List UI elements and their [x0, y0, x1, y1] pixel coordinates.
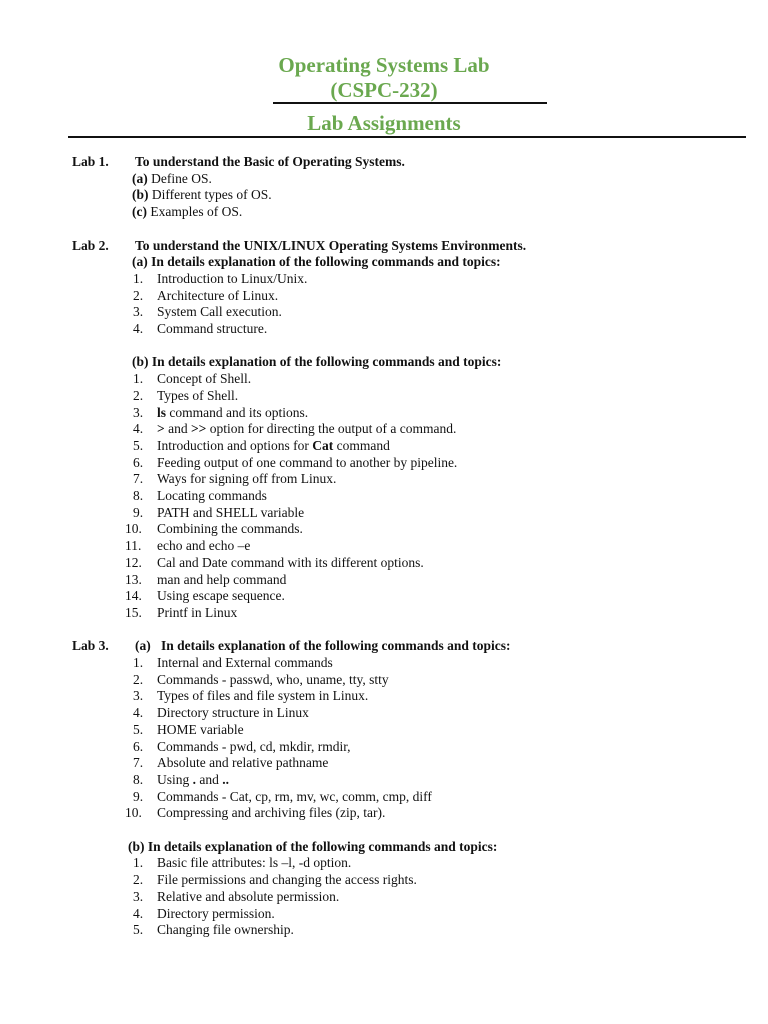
item-text: Different types of OS. [148, 187, 272, 203]
list-item [72, 855, 752, 872]
item-number: 14. [125, 588, 142, 604]
list-item [72, 455, 752, 472]
item-number: 3. [133, 888, 144, 904]
item-number: 3. [133, 688, 144, 704]
item-text: PATH and SHELL variable [157, 504, 305, 520]
list-item [72, 271, 752, 288]
item-text: Types of files and file system in Linux. [157, 688, 369, 704]
item-text: Absolute and relative pathname [157, 755, 329, 771]
list-item [72, 471, 752, 488]
item-text: Directory permission. [157, 905, 275, 921]
list-item [72, 555, 752, 572]
item-number: 6. [133, 738, 144, 754]
list-item [72, 739, 752, 756]
list-item [72, 872, 752, 889]
item-number: 7. [133, 471, 144, 487]
item-number: 8. [133, 771, 144, 787]
item-text: Basic file attributes: ls –l, -d option. [157, 855, 352, 871]
lab-1 [72, 154, 752, 221]
item-text: System Call execution. [157, 304, 282, 320]
item-text: Combining the commands. [157, 521, 303, 537]
item-text: Compressing and archiving files (zip, tar). [157, 805, 386, 821]
list-item [72, 722, 752, 739]
item-text: Commands - passwd, who, uname, tty, stty [157, 671, 389, 687]
item-text: Ways for signing off from Linux. [157, 471, 337, 487]
header-divider [68, 136, 746, 138]
item-number: 4. [133, 705, 144, 721]
item-text: man and help command [157, 571, 287, 587]
item-text: Printf in Linux [157, 604, 238, 620]
list-item [72, 605, 752, 622]
list-item [72, 772, 752, 789]
item-text: Cal and Date command with its different options. [157, 554, 424, 570]
lab-1-item [72, 187, 752, 204]
item-number: 4. [133, 905, 144, 921]
lab-2-part-a-heading: (a) In details explanation of the following commands and topics: [132, 254, 501, 270]
item-text: Using escape sequence. [157, 588, 285, 604]
lab-2 [72, 238, 752, 622]
lab-2-title: To understand the UNIX/LINUX Operating Systems Environments. [135, 237, 527, 253]
item-number: 1. [133, 655, 144, 671]
lab-1-item [72, 171, 752, 188]
item-letter: (b) [132, 187, 149, 203]
list-item [72, 438, 752, 455]
lab-2-label: Lab 2. [72, 237, 109, 253]
list-item [72, 488, 752, 505]
item-text: Types of Shell. [157, 387, 239, 403]
item-text: Internal and External commands [157, 655, 333, 671]
item-number: 5. [133, 437, 144, 453]
course-code: (CSPC-232) [330, 78, 438, 102]
item-number: 1. [133, 270, 144, 286]
item-text: Introduction to Linux/Unix. [157, 270, 308, 286]
lab-3-part-a-heading: In details explanation of the following commands and topics: [161, 638, 511, 654]
lab-3 [72, 638, 752, 939]
list-item [72, 521, 752, 538]
lab-3-heading [72, 638, 752, 655]
list-item [72, 655, 752, 672]
item-number: 3. [133, 404, 144, 420]
item-text: Changing file ownership. [157, 922, 294, 938]
item-text: Command structure. [157, 321, 268, 337]
list-item [72, 755, 752, 772]
lab-3-part-b-list [72, 855, 752, 939]
item-text: Locating commands [157, 488, 267, 504]
item-text: Using . and .. [157, 771, 230, 787]
item-text: echo and echo –e [157, 538, 251, 554]
item-text: Relative and absolute permission. [157, 888, 340, 904]
item-number: 7. [133, 755, 144, 771]
list-item [72, 789, 752, 806]
item-number: 9. [133, 504, 144, 520]
item-text: Architecture of Linux. [157, 287, 279, 303]
list-item [72, 906, 752, 923]
list-item [72, 688, 752, 705]
lab-2-part-a-list [72, 271, 752, 338]
list-item [72, 922, 752, 939]
list-item [72, 805, 752, 822]
lab-2-heading [72, 238, 752, 255]
item-number: 9. [133, 788, 144, 804]
lab-3-part-a-letter: (a) [135, 638, 151, 654]
item-number: 10. [125, 805, 142, 821]
lab-1-label: Lab 1. [72, 154, 109, 169]
item-text: File permissions and changing the access rights. [157, 872, 417, 888]
title-underline [273, 102, 547, 104]
item-text: Introduction and options for Cat command [157, 437, 390, 453]
item-number: 4. [133, 421, 144, 437]
lab-2-part-b-heading: (b) In details explanation of the following commands and topics: [132, 354, 502, 370]
item-text: Define OS. [147, 170, 212, 186]
document-subtitle: Lab Assignments [307, 111, 461, 135]
item-number: 10. [125, 521, 142, 537]
item-number: 2. [133, 287, 144, 303]
list-item [72, 405, 752, 422]
item-text: Commands - Cat, cp, rm, mv, wc, comm, cmp, diff [157, 788, 432, 804]
list-item [72, 588, 752, 605]
list-item [72, 572, 752, 589]
item-number: 2. [133, 671, 144, 687]
document-title: Operating Systems Lab [278, 53, 490, 77]
assignments-content [72, 154, 752, 939]
list-item [72, 371, 752, 388]
item-number: 4. [133, 321, 144, 337]
item-number: 2. [133, 387, 144, 403]
item-text: Concept of Shell. [157, 371, 252, 387]
item-text: > and >> option for directing the output of a command. [157, 421, 457, 437]
lab-3-part-b-heading: (b) In details explanation of the following commands and topics: [128, 838, 498, 854]
item-letter: (c) [132, 204, 147, 220]
lab-1-item [72, 204, 752, 221]
item-number: 12. [125, 554, 142, 570]
list-item [72, 304, 752, 321]
item-number: 3. [133, 304, 144, 320]
lab-1-title: To understand the Basic of Operating Systems. [135, 154, 405, 169]
lab-1-items [72, 171, 752, 221]
lab-3-label: Lab 3. [72, 638, 109, 654]
list-item [72, 388, 752, 405]
list-item [72, 321, 752, 338]
lab-2-part-b-list [72, 371, 752, 622]
item-text: Commands - pwd, cd, mkdir, rmdir, [157, 738, 351, 754]
item-number: 13. [125, 571, 142, 587]
item-number: 1. [133, 371, 144, 387]
lab-1-heading [72, 154, 752, 171]
list-item [72, 421, 752, 438]
list-item [72, 672, 752, 689]
list-item [72, 705, 752, 722]
item-text: Feeding output of one command to another by pipeline. [157, 454, 458, 470]
item-text: Examples of OS. [146, 204, 243, 220]
list-item [72, 288, 752, 305]
item-text: HOME variable [157, 721, 244, 737]
list-item [72, 889, 752, 906]
item-number: 5. [133, 922, 144, 938]
item-number: 8. [133, 488, 144, 504]
lab-3-part-a-list [72, 655, 752, 822]
item-number: 1. [133, 855, 144, 871]
item-text: Directory structure in Linux [157, 705, 309, 721]
item-number: 2. [133, 872, 144, 888]
item-number: 15. [125, 604, 142, 620]
item-number: 5. [133, 721, 144, 737]
item-number: 11. [125, 538, 142, 554]
list-item [72, 505, 752, 522]
item-number: 6. [133, 454, 144, 470]
list-item [72, 538, 752, 555]
item-letter: (a) [132, 170, 148, 186]
item-text: ls command and its options. [157, 404, 309, 420]
